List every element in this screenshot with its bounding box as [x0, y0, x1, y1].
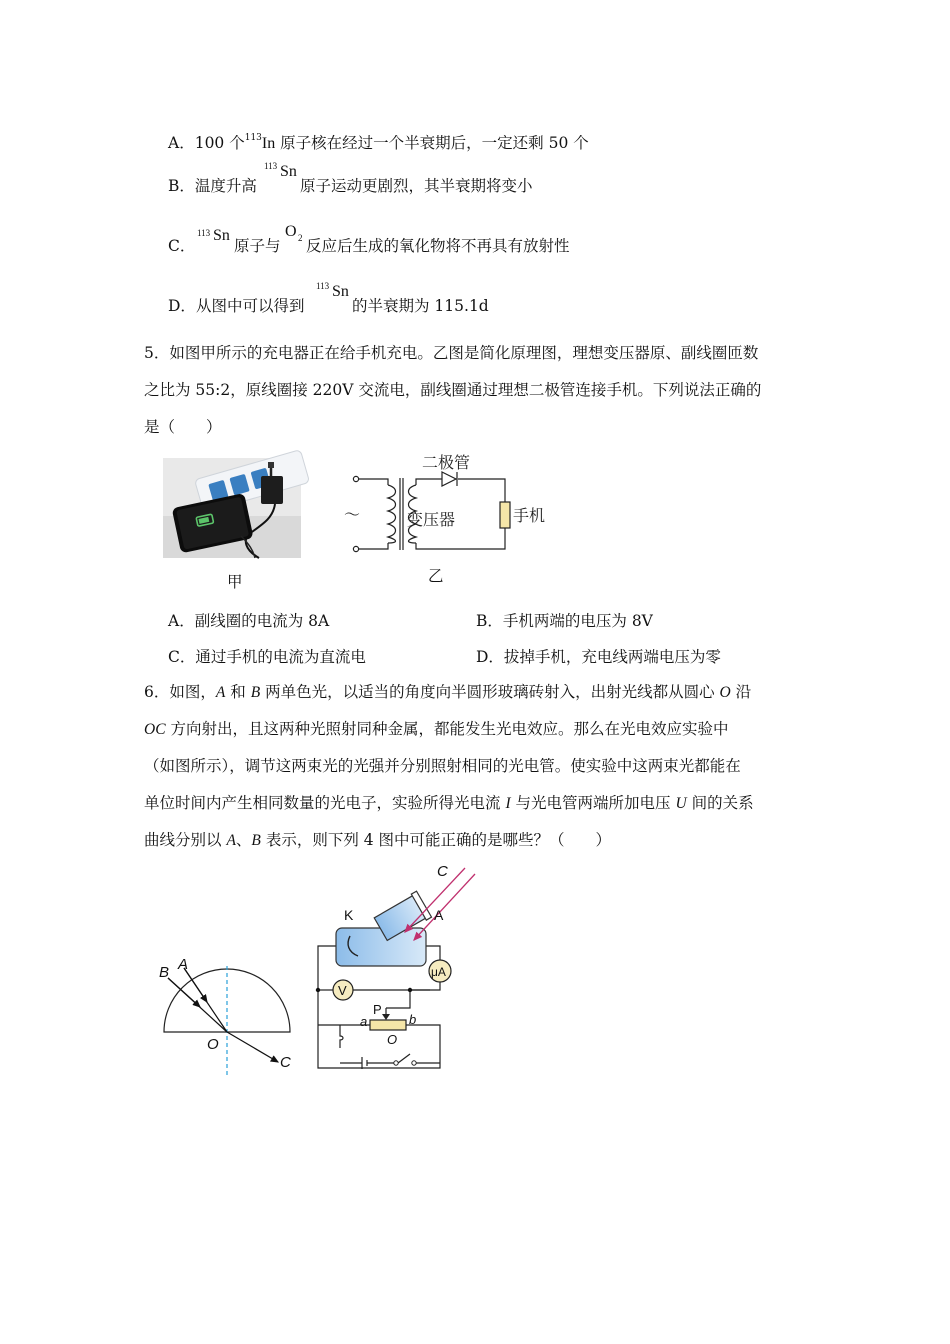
- microammeter-label: μA: [431, 965, 446, 979]
- q5-circuit-caption: 乙: [428, 567, 444, 585]
- ac-source-label: ～: [344, 507, 361, 524]
- ray-c-label: C: [280, 1054, 291, 1071]
- rheostat-a-label: a: [360, 1014, 368, 1029]
- q6-stem-line3: （如图所示），调节这两束光的光强并分别照射相同的光电管。使实验中这两束光都能在: [144, 757, 741, 775]
- q4-option-b: B．温度升高: [168, 177, 257, 195]
- q4-c-text-post: 反应后生成的氧化物将不再具有放射性: [306, 237, 570, 255]
- center-o-label: O: [207, 1036, 219, 1053]
- q6-stem-line2: OC 方向射出，且这两种光照射同种金属，都能发生光电效应。那么在光电效应实验中: [144, 720, 729, 738]
- ray-a-label: A: [178, 956, 189, 973]
- q5-photo-caption: 甲: [227, 573, 243, 591]
- anode-a-label: A: [434, 907, 444, 923]
- q5-charger-photo: [163, 458, 301, 558]
- ray-b-label: B: [159, 964, 170, 981]
- q4-option-d: D．从图中可以得到: [168, 297, 305, 315]
- rheostat-b-label: b: [409, 1012, 417, 1027]
- transformer-label: 变压器: [407, 512, 456, 529]
- diode-label: 二极管: [422, 455, 471, 472]
- light-c-label: C: [437, 863, 448, 880]
- q6-stem-line4: 单位时间内产生相同数量的光电子，实验所得光电流 I 与光电管两端所加电压 U 间的关系: [144, 794, 754, 812]
- q6-stem-line1: 6．如图，A 和 B 两单色光，以适当的角度向半圆形玻璃砖射入，出射光线都从圆心 O 沿: [144, 683, 752, 701]
- q4-c-text-mid: 原子与: [234, 237, 281, 255]
- q5-option-c: C．通过手机的电流为直流电: [168, 648, 366, 666]
- q4-d-isotope-symbol: Sn: [332, 283, 349, 300]
- rheostat-o-label: O: [387, 1032, 398, 1047]
- voltmeter-label: V: [338, 983, 347, 998]
- q4-b-isotope-mass: 113: [264, 161, 278, 171]
- q4-d-text: 的半衰期为 115.1d: [352, 297, 489, 315]
- q5-option-b: B．手机两端的电压为 8V: [476, 612, 653, 630]
- cathode-k-label: K: [344, 907, 354, 923]
- q4-b-isotope-symbol: Sn: [280, 163, 297, 180]
- q4-c-oxygen-sub: 2: [298, 233, 303, 243]
- q4-b-text: 原子运动更剧烈，其半衰期将变小: [300, 177, 533, 195]
- q5-stem-line1: 5．如图甲所示的充电器正在给手机充电。乙图是简化原理图，理想变压器原、副线圈匝数: [144, 344, 759, 362]
- q6-semicircle-diagram: [150, 950, 300, 1080]
- q5-option-a: A．副线圈的电流为 8A: [168, 612, 330, 630]
- q5-circuit-diagram: [330, 448, 560, 588]
- q6-stem-line5: 曲线分别以 A、B 表示，则下列 4 图中可能正确的是哪些？（ ）: [144, 831, 612, 849]
- q5-stem-line2: 之比为 55:2，原线圈接 220V 交流电，副线圈通过理想二极管连接手机。下列说法正确的: [144, 381, 762, 399]
- slider-p-label: P: [373, 1002, 382, 1017]
- q5-stem-line3: 是（ ）: [144, 418, 222, 436]
- q4-c-isotope-mass: 113: [197, 228, 211, 238]
- q4-c-isotope-symbol: Sn: [213, 227, 230, 244]
- q5-option-d: D．拔掉手机，充电线两端电压为零: [476, 648, 721, 666]
- q4-option-a: A．100 个$^{113}$In 原子核在经过一个半衰期后，一定还剩 50 个: [168, 133, 589, 152]
- q6-phototube-circuit: [310, 858, 480, 1083]
- phone-label: 手机: [513, 508, 546, 525]
- q4-c-oxygen: O: [285, 223, 297, 240]
- q4-d-isotope-mass: 113: [316, 281, 330, 291]
- q4-option-c-label: C．: [168, 237, 196, 255]
